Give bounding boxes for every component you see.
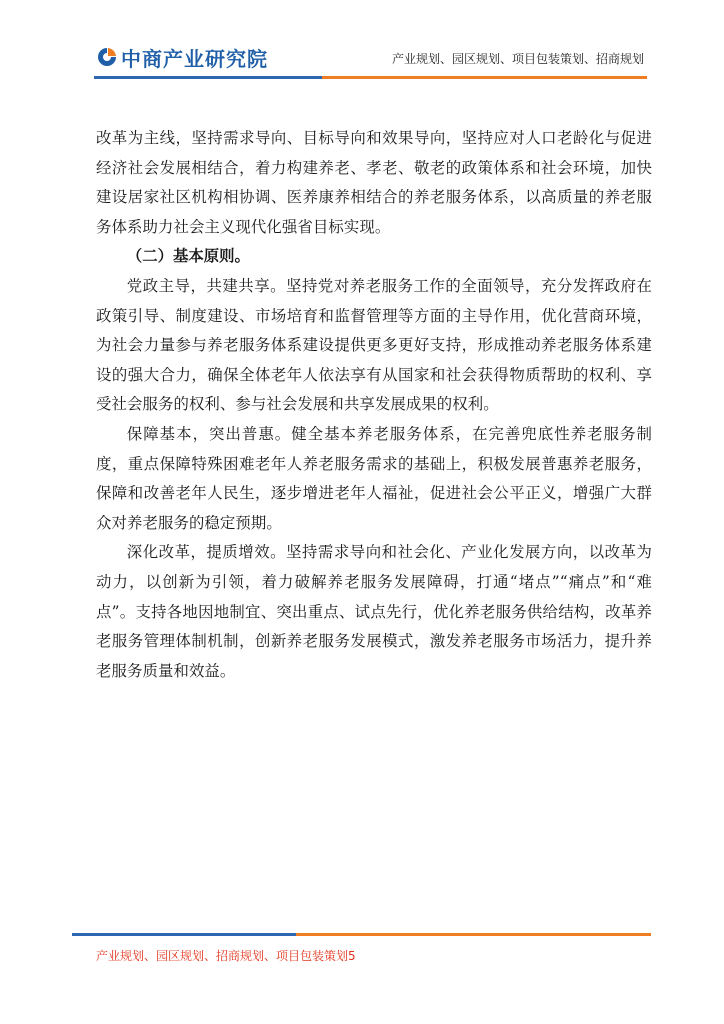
company-logo — [96, 44, 268, 70]
cn-logo-icon — [96, 46, 118, 68]
header-rule-orange — [322, 76, 647, 79]
header-tagline: 产业规划、园区规划、项目包装策划、招商规划 — [391, 52, 644, 66]
section-heading: （二）基本原则。 — [126, 247, 250, 266]
document-body — [96, 124, 652, 686]
paragraph-3: 保障基本，突出普惠。健全基本养老服务体系，在完善兜底性养老服务制度，重点保障特殊困难老年人养老服务需求的基础上，积极发展普惠养老服务，保障和改善老年人民生，逐步增进老年人福祉，促进社会公平正义，增强广大群众对养老服务的稳定预期。 — [96, 424, 652, 532]
footer-tagline: 产业规划、园区规划、招商规划、项目包装策划 — [96, 949, 349, 963]
paragraph-1: 改革为主线，坚持需求导向、目标导向和效果导向，坚持应对人口老龄化与促进经济社会发展相结合，着力构建养老、孝老、敬老的政策体系和社会环境，加快建设居家社区机构相协调、医养康养相结合的养老服务体系，以高质量的养老服务体系助力社会主义现代化强省目标实现。 — [96, 129, 652, 236]
paragraph-2: 党政主导，共建共享。坚持党对养老服务工作的全面领导，充分发挥政府在政策引导、制度建设、市场培育和监督管理等方面的主导作用，优化营商环境，为社会力量参与养老服务体系建设提供更多更好支持，形成推动养老服务体系建设的强大合力，确保全体老年人依法享有从国家和社会获得物质帮助的权利、享受社会服务的权利、参与社会发展和共享发展成果的权利。 — [96, 276, 652, 414]
logo-wordmark: 中商产业研究院 — [121, 46, 268, 71]
footer — [96, 947, 356, 964]
page-number: 5 — [348, 949, 356, 963]
header-rule-blue — [94, 76, 322, 79]
paragraph-4: 深化改革，提质增效。坚持需求导向和社会化、产业化发展方向，以改革为动力，以创新为引领，着力破解养老服务发展障碍，打通“堵点”“痛点”和“难点”。支持各地因地制宜、突出重点、试点先行，优化养老服务供给结构，改革养老服务管理体制机制，创新养老服务发展模式，激发养老服务市场活力，提升养老服务质量和效益。 — [96, 543, 652, 680]
footer-rule-blue — [72, 933, 296, 936]
footer-rule-orange — [296, 933, 651, 936]
